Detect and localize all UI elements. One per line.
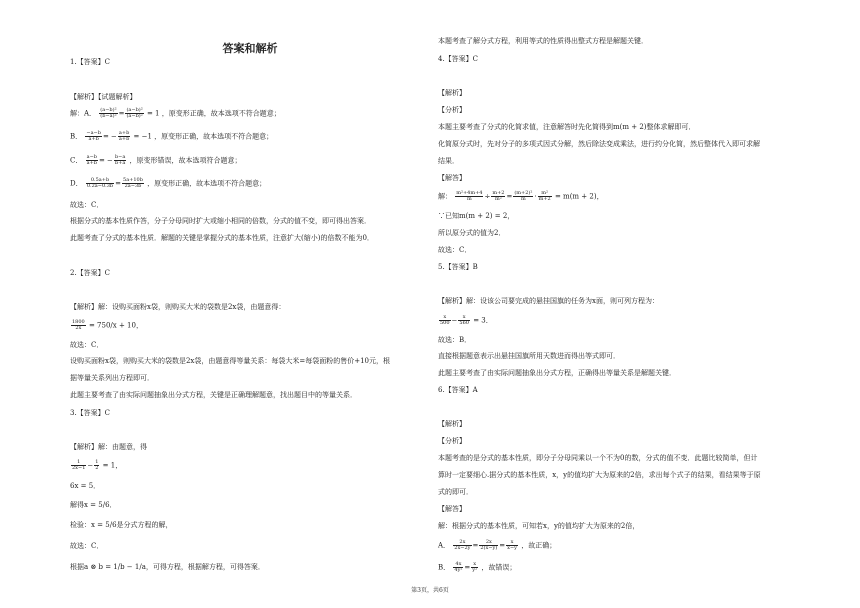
left-column — [70, 0, 430, 608]
fraction: $\frac{b-a}{b+a}$ — [114, 154, 126, 166]
explanation-line: 设购买面粉x袋，则购买大米的袋数是2x袋，由题意得等量关系：每袋大米=每袋面粉的售价+10元，根 — [70, 357, 390, 365]
explanation-line: 此题考查了分式的基本性质．解题的关键是掌握分式的基本性质，注意扩大(缩小)的倍数不能为0． — [70, 234, 374, 242]
answer-3: 3.【答案】C — [70, 409, 111, 417]
analysis-heading: 【解析】 — [438, 420, 466, 428]
option-label: C． — [70, 156, 83, 165]
fraction: $\frac{1}{2}$ — [95, 459, 99, 471]
analysis-line: 【解析】解：设该公司要完成的悬挂国旗的任务为x面，则可列方程为： — [438, 297, 659, 305]
page-footer: 第3页，共6页 — [411, 587, 449, 594]
answer-4: 4.【答案】C — [438, 55, 479, 63]
fraction: $\frac{a+b}{a+b}$ — [118, 130, 130, 142]
answer-5: 5.【答案】B — [438, 263, 478, 271]
equation-line: ∵已知m(m + 2) = 2， — [438, 212, 515, 220]
explanation-line: 本题主要考查了分式的化简求值，注意解答时先化简得到m(m + 2)整体求解即可． — [438, 123, 696, 131]
explanation-line: 本题考查了解分式方程，利用等式的性质得出整式方程是解题关键． — [438, 37, 648, 45]
fraction: $\frac{x}{500}$ — [440, 314, 450, 326]
choice-line: 故选：C． — [70, 542, 104, 550]
equation-line: 检验：x = 5/6是分式方程的解， — [70, 521, 173, 529]
solution-line-a: A． $\frac{2x}{2x-2y}$ = $\frac{2x}{2(x-y)}$ = $\frac{x}{x-y}$ ，故正确； — [438, 539, 557, 551]
fraction: $\frac{4x}{\text{4y²}}$ — [454, 561, 463, 573]
explanation-line: 直接根据题意表示出悬挂国旗所用天数进而得出等式即可． — [438, 352, 620, 360]
option-label: D． — [70, 179, 83, 188]
explanation-line: 据等量关系列出方程即可． — [70, 374, 154, 382]
fraction: $\frac{0.5a+b}{0.2a-0.3b}$ — [86, 177, 114, 189]
fraction: $\frac{\text{(m+2)²}}{m}$ — [514, 190, 533, 202]
fraction: $\frac{\text{m²}}{m+2}$ — [538, 190, 551, 202]
fraction: $\frac{\text{(a−b)²}}{\text{(a−b)²}}$ — [126, 107, 143, 119]
solution-line-b: B． $\frac{4x}{\text{4y²}}$ = $\frac{x}{\text{y²}}$ ，故错误； — [438, 561, 517, 573]
equation-text: = 1， — [102, 461, 123, 470]
option-text: ，故错误； — [481, 563, 517, 572]
explanation-line: 所以原分式的值为2． — [438, 229, 506, 237]
fraction: $\frac{1}{2x-1}$ — [72, 459, 86, 471]
analysis-heading-1: 【解析】【试题解析】 — [70, 93, 137, 101]
analysis-subheading: 【分析】 — [438, 106, 466, 114]
explanation-line: 化简原分式时，先对分子的多项式因式分解，然后除法变成乘法，进行约分化简，然后整体代入即可求解 — [438, 140, 760, 148]
option-text: ，故正确； — [521, 541, 557, 550]
choice-line: 故选：B． — [438, 336, 472, 344]
fraction: $\frac{1800}{2x}$ — [72, 319, 85, 331]
fraction: $\frac{\text{(a−b)²}}{\text{(b−a)²}}$ — [100, 107, 117, 119]
analysis-subheading: 【分析】 — [438, 437, 466, 445]
choice-line: 故选：C． — [70, 201, 104, 209]
equation-line — [70, 320, 143, 331]
choice-line: 故选：C． — [438, 246, 472, 254]
fraction: $\frac{a-b}{a+b}$ — [86, 154, 97, 166]
equation-text: = 750/x + 10， — [88, 321, 143, 330]
fraction: $\frac{2x}{2(x-y)}$ — [480, 539, 498, 551]
solution-heading: 【解答】 — [438, 174, 466, 182]
right-column — [438, 0, 818, 608]
explanation-line: 式的即可． — [438, 488, 473, 496]
explanation-line: 算时一定要细心.据分式的基本性质，x，y的值均扩大为原来的2倍，求出每个式子的结果，看结果等于原 — [438, 471, 761, 479]
fraction: $\frac{m+2}{\text{m²}}$ — [492, 190, 505, 202]
choice-line: 故选：C． — [70, 341, 104, 349]
option-text: ，原变形错误，故本选项符合题意； — [129, 156, 242, 165]
explanation-line: 本题考查的是分式的基本性质，即分子分母同乘以一个不为0的数，分式的值不变．此题比较简单，但计 — [438, 454, 758, 462]
equation-line: 6x = 5． — [70, 482, 101, 490]
solution-label: 解： — [438, 192, 452, 201]
fraction: $\frac{x}{560}$ — [459, 314, 469, 326]
explanation-line: 结果． — [438, 157, 459, 165]
option-label: B． — [70, 132, 83, 141]
fraction: $\frac{-a-b}{a+b}$ — [86, 130, 101, 142]
solution-line-b: B． $\frac{-a-b}{a+b}$ = − $\frac{a+b}{a+b}$ = −1 ，原变形正确，故本选项不符合题意； — [70, 130, 274, 142]
explanation-line: 根据分式的基本性质作答，分子分母同时扩大或缩小相同的倍数，分式的值不变，即可得出答案． — [70, 217, 371, 225]
answer-2: 2.【答案】C — [70, 269, 111, 277]
option-label: B． — [438, 563, 451, 572]
fraction: $\frac{5a+10b}{2a-3b}$ — [123, 177, 143, 189]
analysis-heading: 【解析】 — [438, 89, 466, 97]
option-label: 解：A． — [70, 109, 97, 118]
fraction: $\frac{x}{x-y}$ — [507, 539, 518, 551]
option-text: ，原变形正确，故本选项不符合题意； — [147, 179, 267, 188]
equation-line: 解得x = 5/6． — [70, 501, 117, 509]
equation-text: = 3． — [473, 316, 493, 325]
equation-line: 解： $\frac{\text{m²+4m+4}}{m}$ ÷ $\frac{m+2}{\text{m²}}$ = $\frac{\text{(m+2)²}}{m}$ · $\frac{\text{m²}}{m+2}$ = m(m + 2)， — [438, 190, 604, 202]
explanation-line: 根据a ⊗ b = 1/b − 1/a，可得方程，根据解方程，可得答案． — [70, 563, 265, 571]
explanation-line: 解：根据分式的基本性质，可知若x，y的值均扩大为原来的2倍， — [438, 522, 640, 530]
answer-6: 6.【答案】A — [438, 386, 478, 394]
solution-line-a: 解：A． $\frac{\text{(a−b)²}}{\text{(b−a)²}}$ = $\frac{\text{(a−b)²}}{\text{(a−b)²}}$ = 1 ，原变形正确，故本选项不符合题意； — [70, 107, 281, 119]
explanation-line: 此题主要考查了由实际问题抽象出分式方程，关键是正确理解题意，找出题目中的等量关系． — [70, 391, 357, 399]
analysis-line: 【解析】解：由题意，得 — [70, 443, 147, 451]
solution-line-c: C． $\frac{a-b}{a+b}$ = − $\frac{b-a}{b+a}$ ，原变形错误，故本选项符合题意； — [70, 154, 242, 166]
solution-heading: 【解答】 — [438, 505, 466, 513]
equation-line: $\frac{1}{2x-1}$ − $\frac{1}{2}$ = 1， — [72, 459, 123, 471]
analysis-line: 【解析】解：设购买面粉x袋，则购买大米的袋数是2x袋，由题意得： — [70, 303, 286, 311]
answer-1: 1.【答案】C — [70, 58, 111, 66]
page-title: 答案和解析 — [222, 42, 278, 55]
equation-text: = m(m + 2)， — [554, 192, 604, 201]
fraction: $\frac{2x}{2x-2y}$ — [454, 539, 471, 551]
fraction: $\frac{x}{\text{y²}}$ — [472, 561, 478, 573]
fraction: $\frac{\text{m²+4m+4}}{m}$ — [456, 190, 483, 202]
solution-line-d: D． $\frac{0.5a+b}{0.2a-0.3b}$ = $\frac{5a+10b}{2a-3b}$ ，原变形正确，故本选项不符合题意； — [70, 177, 267, 189]
option-label: A． — [438, 541, 451, 550]
equation-line: $\frac{x}{500}$ − $\frac{x}{560}$ = 3． — [440, 314, 493, 326]
option-text: ，原变形正确，故本选项不符合题意； — [161, 109, 281, 118]
option-text: ，原变形正确，故本选项不符合题意； — [154, 132, 274, 141]
explanation-line: 此题主要考查了由实际问题抽象出分式方程，正确得出等量关系是解题关键． — [438, 369, 676, 377]
